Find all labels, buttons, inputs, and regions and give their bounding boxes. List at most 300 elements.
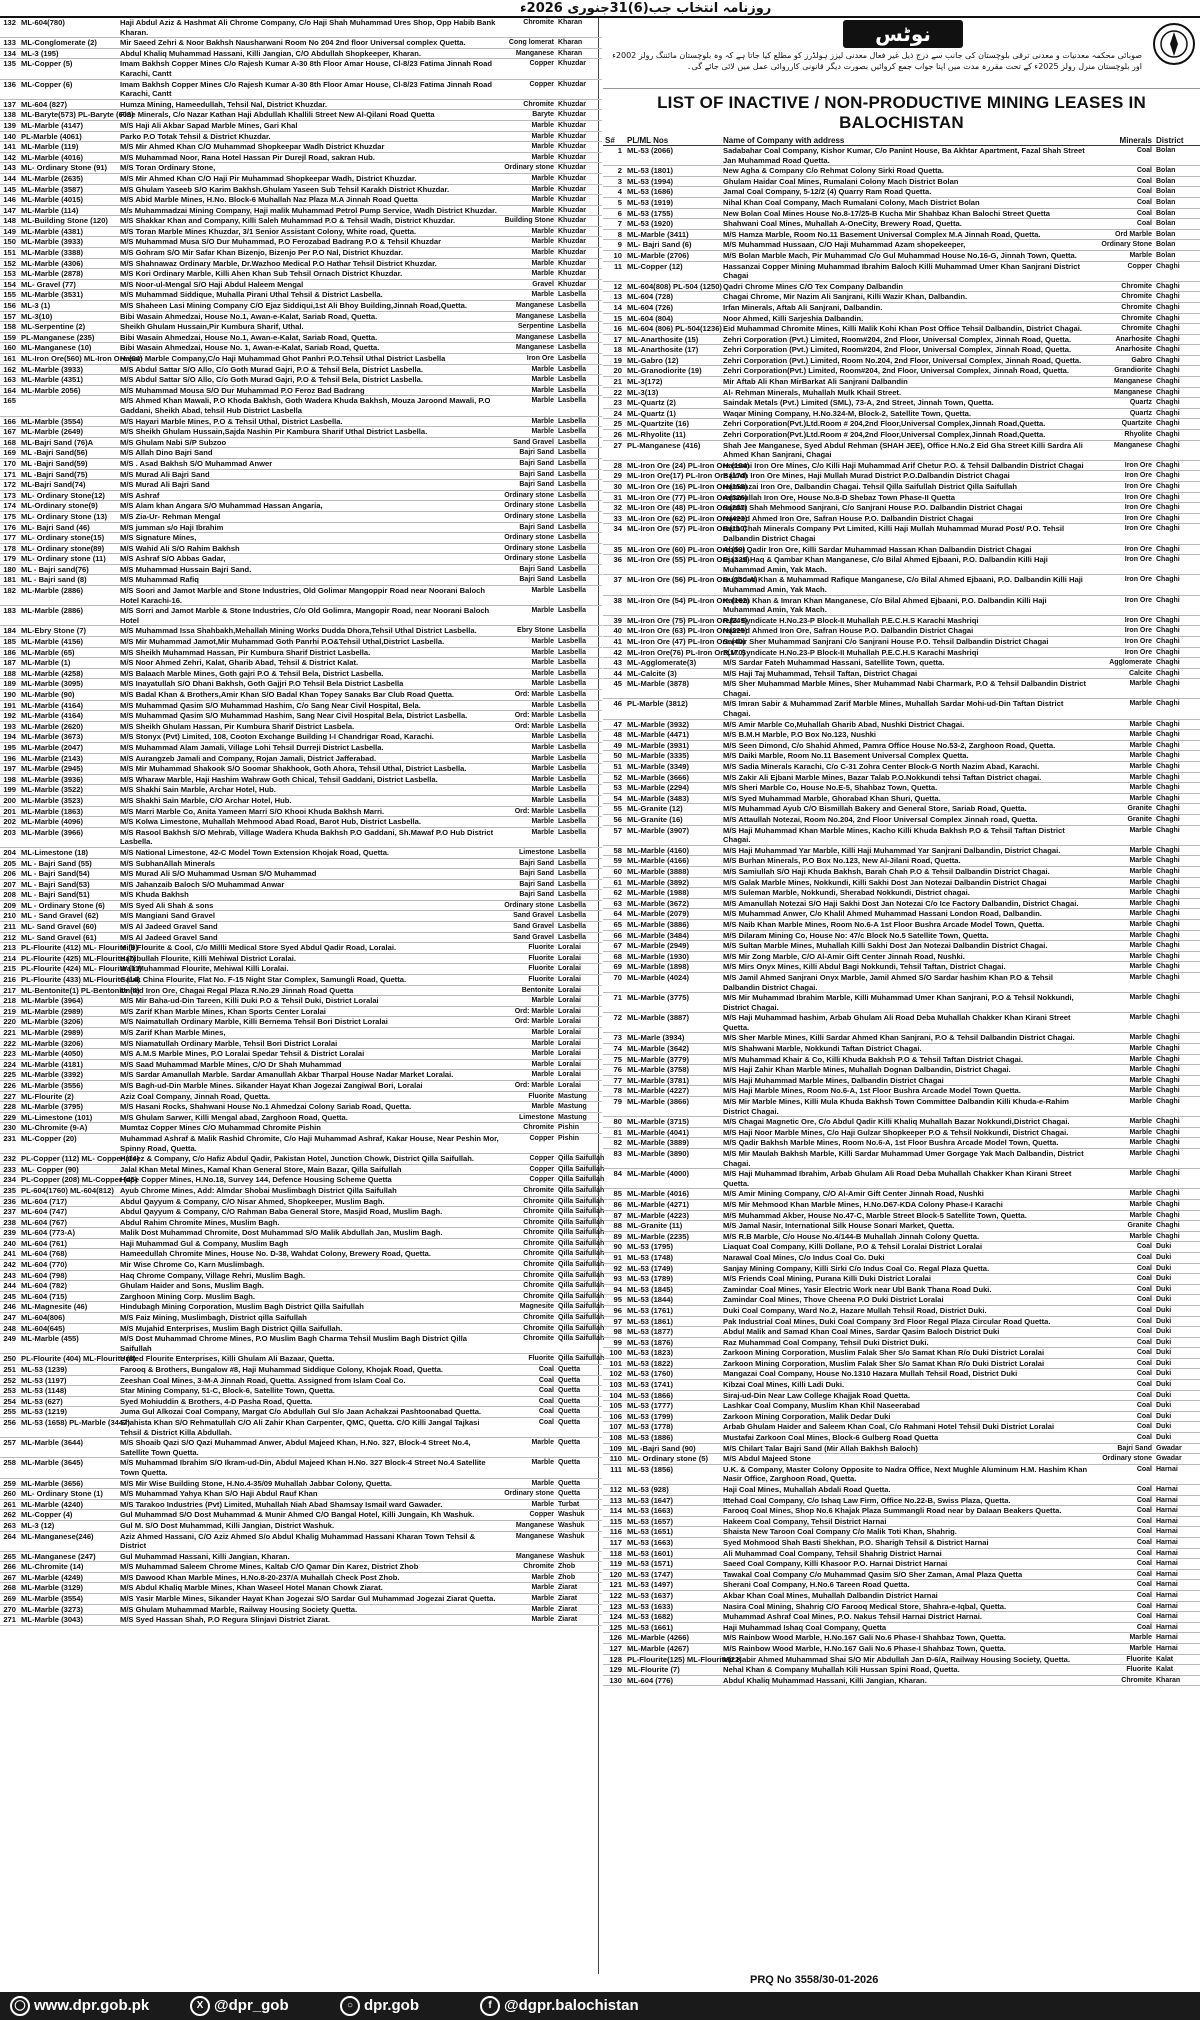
district: Chaghi — [1154, 658, 1200, 669]
license-number: ML-604 (726) — [625, 302, 721, 313]
license-number: ML - Bajri Sand(51) — [19, 890, 118, 901]
table-row — [603, 1612, 1200, 1623]
district: Lasbella — [556, 511, 602, 522]
row-number: 217 — [0, 985, 19, 996]
mineral: Marble — [502, 269, 556, 280]
license-number: ML-Marble (1) — [19, 658, 118, 669]
table-row — [603, 699, 1200, 719]
company-address: M/S Haji Taj Muhammad, Tehsil Taftan, District Chagai — [721, 668, 1090, 679]
table-row — [0, 290, 602, 301]
row-number: 228 — [0, 1102, 19, 1113]
district: Qilla Saifullah — [556, 1249, 602, 1260]
table-row — [0, 564, 602, 575]
district: Khuzdar — [556, 142, 602, 153]
district: Chaghi — [1154, 1075, 1200, 1086]
row-number: 269 — [0, 1594, 19, 1605]
table-row — [0, 258, 602, 269]
license-number: ML-53 (1637) — [625, 1590, 721, 1601]
company-address: Tawakal Coal Company C/o Muhammad Qasim S/O Sher Zaman, Amal Plaza Quetta — [721, 1569, 1090, 1580]
district: Duki — [1154, 1284, 1200, 1295]
footer-band — [0, 1992, 1200, 2020]
license-number: ML-53 (1795) — [625, 1242, 721, 1253]
district: Harnai — [1154, 1516, 1200, 1527]
mineral: Coal — [1090, 1506, 1154, 1517]
table-row — [0, 975, 602, 986]
district: Loralai — [556, 1049, 602, 1060]
district: Khuzdar — [556, 248, 602, 259]
row-number: 195 — [0, 742, 19, 753]
table-row — [0, 1396, 602, 1407]
table-row — [603, 240, 1200, 251]
license-number: ML-Marble (2989) — [19, 1028, 118, 1039]
table-row — [0, 996, 602, 1007]
district: Chaghi — [1154, 345, 1200, 356]
mineral: Chromite — [502, 1323, 556, 1334]
table-row — [0, 279, 602, 290]
row-number: 229 — [0, 1112, 19, 1123]
mineral: Bajri Sand — [502, 469, 556, 480]
district: Harnai — [1154, 1590, 1200, 1601]
table-row — [0, 1583, 602, 1594]
row-number: 51 — [603, 762, 625, 773]
company-address: M/S Al Jadeed Gravel Sand — [118, 922, 502, 933]
district: Loralai — [556, 1028, 602, 1039]
mineral: Marble — [1090, 762, 1154, 773]
mineral: Coal — [1090, 1537, 1154, 1548]
row-number: 252 — [0, 1375, 19, 1386]
table-row — [0, 1207, 602, 1218]
company-address: M/S Signature Mines, — [118, 533, 502, 544]
company-address: M/S Kori Ordinary Marble, Killi Ahen Khan Sub Tehsil Ornach District Khuzdar. — [118, 269, 502, 280]
table-row — [603, 524, 1200, 544]
table-row — [603, 930, 1200, 941]
row-number: 150 — [0, 237, 19, 248]
table-row — [0, 343, 602, 354]
table-row — [603, 919, 1200, 930]
mineral: Marble — [502, 1615, 556, 1626]
district: Chaghi — [1154, 1086, 1200, 1097]
license-number: ML-53 (1633) — [625, 1601, 721, 1612]
company-address: M/S Rainbow Wood Marble, H.No.167 Gali No.6 Phase-I Shahbaz Town, Quetta. — [721, 1643, 1090, 1654]
license-number: ML - Bajri Sand(54) — [19, 869, 118, 880]
license-number: ML-53 (2066) — [625, 146, 721, 166]
mineral: Fluorite — [1090, 1654, 1154, 1665]
license-number: ML-604 (728) — [625, 292, 721, 303]
table-row — [0, 354, 602, 365]
company-address: M/S Muhammad Anwer, C/o Khalil Ahmed Muhammad Hassani London Road, Dalbandin. — [721, 909, 1090, 920]
district: Zhob — [556, 1572, 602, 1583]
company-address: M/S Inayatullah S/O Dhani Bakhsh, Goth Gajjri P.O Tehsil Bela District Lasbella — [118, 679, 502, 690]
license-number: ML- Ordinary Stone (1) — [19, 1489, 118, 1500]
district: Khuzdar — [556, 184, 602, 195]
company-address: Amanullah Iron Ore, House No.8-D Shebaz Town Phase-II Quetta — [721, 492, 1090, 503]
mineral: Marble — [502, 700, 556, 711]
mineral: Bajri Sand — [502, 890, 556, 901]
table-row — [603, 555, 1200, 575]
company-address: Hameedullah Chromite Mines, House No. D-38, Wahdat Colony, Brewery Road, Quetta. — [118, 1249, 502, 1260]
table-row — [0, 1510, 602, 1521]
company-address: M/S Naimatullah Ordinary Marble, Killi Bernema Tehsil Bori District Loralai — [118, 1017, 502, 1028]
company-address: Ittehad Coal Company, C/o Ishaq Law Firm, Office No.22-B, Swiss Plaza, Quetta. — [721, 1495, 1090, 1506]
row-number: 210 — [0, 911, 19, 922]
row-number: 172 — [0, 480, 19, 491]
mineral: Marble — [502, 375, 556, 386]
district: Loralai — [556, 1006, 602, 1017]
license-number: ML-Quartz (1) — [625, 408, 721, 419]
row-number: 138 — [0, 110, 19, 121]
license-number: ML-Marble (3523) — [19, 795, 118, 806]
mineral: Marble — [1090, 1138, 1154, 1149]
row-number: 182 — [0, 586, 19, 606]
table-row — [603, 730, 1200, 741]
license-number: ML-53 (1876) — [625, 1337, 721, 1348]
row-number: 188 — [0, 668, 19, 679]
company-address: Sardar Shah Mehmood Sanjrani, C/o Sanjrani House P.O. Dalbandin District Chagai — [721, 503, 1090, 514]
table-row — [0, 1334, 602, 1354]
license-number: ML-Bajri Sand (76)A — [19, 437, 118, 448]
row-number: 133 — [0, 38, 19, 49]
row-number: 191 — [0, 700, 19, 711]
table-row — [0, 1059, 602, 1070]
company-address: Nehal Khan & Company Muhallah Kili Hussan Spini Road, Quetta. — [721, 1665, 1090, 1676]
license-number: ML-Marble (3933) — [19, 364, 118, 375]
district: Lasbella — [556, 501, 602, 512]
district: Chaghi — [1154, 636, 1200, 647]
company-address: M/S Syed Muhammad Marble, Ghorabad Khan Shuri, Quetta. — [721, 793, 1090, 804]
district: Chaghi — [1154, 679, 1200, 699]
district: Mastung — [556, 1102, 602, 1113]
license-number: ML-Iron Ore (16) PL-Iron Ore(158) — [627, 482, 748, 491]
license-number: ML- Ordinary Stone (13) — [19, 511, 118, 522]
company-address: R.M. Syndicate H.No.23-P Block-II Muhallah P.E.C.H.S Karachi Mashriqi — [721, 615, 1090, 626]
company-address: M/S Dawood Khan Marble Mines, H.No.8-20-237/A Muhallah Check Post Zhob. — [118, 1572, 502, 1583]
district: Chaghi — [1154, 334, 1200, 345]
district: Lasbella — [556, 847, 602, 858]
table-row — [0, 1070, 602, 1081]
district: Chaghi — [1154, 408, 1200, 419]
license-number: ML-53 (1755) — [625, 208, 721, 219]
license-number: ML-Marble (3932) — [625, 719, 721, 730]
company-address: New Bolan Coal Mines House No.8-17/25-B Kucha Mir Shahbaz Khan Balochi Street Quetta — [721, 208, 1090, 219]
row-number: 33 — [603, 513, 625, 524]
license-number: ML-Iron Ore (48) PL-Iron Ore(287) — [627, 503, 748, 513]
mineral: Manganese — [1090, 377, 1154, 388]
district: Lasbella — [556, 668, 602, 679]
license-number: ML-53 (1877) — [625, 1327, 721, 1338]
district: Chaghi — [1154, 575, 1200, 595]
footer-link-facebook[interactable]: f @dgpr.balochistan — [480, 1996, 639, 2016]
license-number: ML-Marble (4050) — [19, 1049, 118, 1060]
table-row — [603, 877, 1200, 888]
license-number: ML-Manganese (10) — [19, 343, 118, 354]
table-row — [603, 804, 1200, 815]
district: Washuk — [556, 1551, 602, 1562]
mineral: Marble — [1090, 740, 1154, 751]
row-number: 134 — [0, 48, 19, 59]
company-address: Gul Muhammad S/O Dost Muhammad & Munir Ahmed C/O Bangal Hotel, Killi Jungain, Kh Washuk. — [118, 1510, 502, 1521]
row-number: 183 — [0, 606, 19, 626]
row-number: 221 — [0, 1028, 19, 1039]
license-number: PL-Copper (208) ML-Copper (45) — [21, 1175, 138, 1185]
district: Harnai — [1154, 1580, 1200, 1591]
license-number: ML-Iron Ore (54) PL-Iron Ore (162) — [625, 595, 721, 615]
row-number: 22 — [603, 387, 625, 398]
table-row — [0, 1615, 602, 1626]
license-number: ML-Copper (20) — [19, 1133, 118, 1153]
mineral: Gravel — [502, 279, 556, 290]
company-address: Abdul Rahim Chromite Mines, Muslim Bagh. — [118, 1217, 502, 1228]
table-row — [0, 205, 602, 216]
district: Lasbella — [556, 364, 602, 375]
right-column — [603, 18, 1200, 1974]
license-number: ML-Marble (3483) — [625, 793, 721, 804]
license-number: ML-Marble (4016) — [19, 152, 118, 163]
footer-link-instagram[interactable]: ○ dpr.gob — [340, 1996, 419, 2016]
license-number: ML-53 (1778) — [625, 1422, 721, 1433]
company-address: Parko P.O Totak Tehsil & District Khuzdar. — [118, 131, 502, 142]
table-row — [0, 38, 602, 49]
license-number: ML-Marble (90) — [19, 690, 118, 701]
license-number: ML-Iron Ore(76) PL-Iron Ore(170) — [627, 647, 746, 657]
row-number: 115 — [603, 1516, 625, 1527]
district: Quetta — [556, 1365, 602, 1376]
district: Chaghi — [1154, 595, 1200, 615]
row-number: 264 — [0, 1531, 19, 1551]
footer — [0, 1974, 1200, 2020]
row-number: 125 — [603, 1622, 625, 1633]
district: Washuk — [556, 1531, 602, 1551]
district: Khuzdar — [556, 269, 602, 280]
row-number: 95 — [603, 1295, 625, 1306]
table-row — [0, 1038, 602, 1049]
license-number: ML-Anarthosite (15) — [625, 334, 721, 345]
company-address: Bibi Wasain Ahmedzai, House No. 1, Awan-e-Kalat, Sariab Road, Quetta. — [118, 343, 502, 354]
district: Harnai — [1154, 1506, 1200, 1517]
company-address: M/S Shaheen Lasi Mining Company C/O Ejaz Siddiqui,1st Ali Bhoy Building,Jinnah Road,Quetta. — [118, 301, 502, 312]
table-row — [0, 1281, 602, 1292]
mineral: Manganese — [1090, 440, 1154, 460]
district: Chaghi — [1154, 1013, 1200, 1033]
company-address: Mumtaz Copper Mines C/O Muhammad Chromite Pishin — [118, 1123, 502, 1134]
license-number: ML-Marble (3531) — [19, 290, 118, 301]
company-address: M/S Zia-Ur- Rehman Mengal — [118, 511, 502, 522]
row-number: 35 — [603, 544, 625, 555]
company-address: M/S Ghulam Yaseeb S/O Karim Bakhsh.Ghulam Yaseen Sub Tehsil Karakh District Khuzdar. — [118, 184, 502, 195]
company-address: M/S Niamatullah Ordinary Marble, Tehsil Bori District Loralai — [118, 1038, 502, 1049]
mineral: Marble — [1090, 1033, 1154, 1044]
row-number: 77 — [603, 1075, 625, 1086]
company-address: M/S Muhammad Qasim S/O Muhammad Hashim, C/o Sang Near Civil Hospital, Bela. — [118, 700, 502, 711]
footer-link-twitter[interactable]: X @dpr_gob — [190, 1996, 289, 2016]
table-row — [0, 79, 602, 99]
district: Quetta — [556, 1458, 602, 1478]
district: Lasbella — [556, 448, 602, 459]
company-address: M/S Muhammad Hussain Bajri Sand. — [118, 564, 502, 575]
company-address: M/S Muhammad Qasim S/O Muhammad Hashim, Sang Near Civil Hospital Bela, District Lasbella. — [118, 711, 502, 722]
license-number: ML- Ordinary stone (5) — [625, 1454, 721, 1465]
mineral: Marble — [502, 996, 556, 1007]
company-address: Sherani Coal Company, H.No.6 Tareen Road Quetta. — [721, 1580, 1090, 1591]
license-number: PL-Copper (112) ML- Copper (14) — [21, 1154, 140, 1164]
mineral: Coal — [1090, 1327, 1154, 1338]
mineral: Chromite — [502, 1207, 556, 1218]
mineral: Marble — [1090, 962, 1154, 973]
mineral: Marble — [1090, 250, 1154, 261]
table-row — [603, 636, 1200, 647]
mineral: Marble — [502, 1604, 556, 1615]
row-number: 142 — [0, 152, 19, 163]
mineral: Marble — [502, 817, 556, 828]
row-number: 181 — [0, 575, 19, 586]
district: Chaghi — [1154, 804, 1200, 815]
table-row — [0, 575, 602, 586]
row-number: 197 — [0, 764, 19, 775]
district: Khuzdar — [556, 79, 602, 99]
license-number: ML-Flourite (2) — [19, 1091, 118, 1102]
row-number: 81 — [603, 1127, 625, 1138]
district: Chaghi — [1154, 1044, 1200, 1055]
company-address: M/S Mir Marble Mines, Killi Mula Khuda Bakhsh Town Committee Dalbandin Killi Khuda-e-Rahim District Chagai. — [721, 1097, 1090, 1117]
license-number: ML-604 (747) — [19, 1207, 118, 1218]
row-number: 212 — [0, 932, 19, 943]
company-address: M/S Muhammad Saleem Chrome Mines, Kaltab C/O Qamar Din Karez, District Zhob — [118, 1562, 502, 1573]
table-row — [603, 1548, 1200, 1559]
company-address: M/S Muhammad Noor, Rana Hotel Hassan Pir Durejl Road, sakran Hub. — [118, 152, 502, 163]
company-address: Haji Abdul Aziz & Hashmat Ali Chrome Company, C/o Haji Shah Muhammad Ures Shop, Opp Habib Bank Kharan. — [118, 18, 502, 38]
license-number: ML-Iron Ore (77) PL-Iron Ore(326) — [627, 492, 748, 502]
license-number: ML-3(10) — [19, 311, 118, 322]
mineral: Anarhosite — [1090, 345, 1154, 356]
company-address: M/S Sheikh Muhammad Hassan, Pir Kumbura Sharif District Lasbella. — [118, 647, 502, 658]
mineral: Marble — [502, 606, 556, 626]
row-number: 190 — [0, 690, 19, 701]
company-address: M/S Jamil Ahmed Sanjrani Onyx Marble, Jamil Ahmed S/O Sardar hashim Khan P.O & Tehsil Dalbandin District Chagai. — [721, 972, 1090, 992]
license-number: ML- Sand Gravel (60) — [19, 922, 118, 933]
table-row — [0, 1386, 602, 1397]
mineral: Limestone — [502, 1112, 556, 1123]
district: Chaghi — [1154, 772, 1200, 783]
company-address: Abdul Qayyum & Company, C/O Rahman Baba General Store, Masjid Road, Muslim Bagh. — [118, 1207, 502, 1218]
footer-link-website[interactable]: ◯ www.dpr.gob.pk — [10, 1996, 149, 2016]
license-number: ML-604 (717) — [19, 1196, 118, 1207]
table-row — [603, 1401, 1200, 1412]
table-row — [0, 269, 602, 280]
mineral: Coal — [1090, 1316, 1154, 1327]
row-number: 82 — [603, 1138, 625, 1149]
table-row — [0, 448, 602, 459]
row-number: 198 — [0, 774, 19, 785]
table-row — [603, 313, 1200, 324]
table-row — [603, 751, 1200, 762]
district: Qilla Saifullah — [556, 1185, 602, 1196]
license-number: ML-3 (12) — [19, 1520, 118, 1531]
mineral: Marble — [502, 1594, 556, 1605]
mineral: Coal — [1090, 1305, 1154, 1316]
row-number: 260 — [0, 1489, 19, 1500]
row-number: 185 — [0, 637, 19, 648]
mineral: Marble — [1090, 1013, 1154, 1033]
district: Lasbella — [556, 922, 602, 933]
company-address: M/S Imran Sabir & Muhammad Zarif Marble Mines, Muhallah Sardar Mohi-ud-Din Taftan District Chagai. — [721, 699, 1090, 719]
company-address: M/S Galak Marble Mines, Nokkundi, Killi Sakhi Dost Jan Notezai Dalbandin District Chagai — [721, 877, 1090, 888]
district: Lasbella — [556, 753, 602, 764]
company-address: M/S Daiki Marble, Room No.11 Basement Universal Complex Quetta. — [721, 751, 1090, 762]
company-address: Imam Bakhsh Copper Mines C/o Rajesh Kumar A-30 8th Floor Amar House, Cl-8/23 Fatima Jinnah Road Karachi, Cantt — [118, 59, 502, 79]
company-address: M/S Suleman Marble, Nokkundi, Sherabad Nokkundi, District chagai. — [721, 888, 1090, 899]
mineral: Rhyolite — [1090, 430, 1154, 441]
company-address: Narawal Coal Mines, C/o Indus Coal Co. Duki — [721, 1252, 1090, 1263]
row-number: 56 — [603, 815, 625, 826]
company-address: Jamal Coal Company, 5-12/2 (4) Quarry Ram Road Quetta. — [721, 187, 1090, 198]
district: Chaghi — [1154, 951, 1200, 962]
mineral: Marble — [1090, 898, 1154, 909]
license-number: ML-Marble (2079) — [625, 909, 721, 920]
mineral: Coal — [1090, 1495, 1154, 1506]
district: Chaghi — [1154, 398, 1200, 409]
company-address: M/S B.M.H Marble, P.O Box No.123, Nushki — [721, 730, 1090, 741]
district: Harnai — [1154, 1601, 1200, 1612]
mineral: Marble — [1090, 1054, 1154, 1065]
table-row — [603, 783, 1200, 794]
district: Chaghi — [1154, 503, 1200, 514]
row-number: 79 — [603, 1097, 625, 1117]
company-address: M/S Toran Ordinary Stone, — [118, 163, 502, 174]
paper-date: روزنامہ انتخاب جب(6)31جنوری 2026ء — [520, 1, 772, 16]
mineral: Chromite — [1090, 324, 1154, 335]
table-row — [603, 1337, 1200, 1348]
district: Chaghi — [1154, 1210, 1200, 1221]
district: Chaghi — [1154, 302, 1200, 313]
company-address: M/S Muhammad Yahya Khan S/O Haji Abdul Rauf Khan — [118, 1489, 502, 1500]
mineral: Coal — [1090, 1422, 1154, 1433]
license-number: ML-Marble (3781) — [625, 1075, 721, 1086]
row-number: 232 — [0, 1154, 19, 1165]
district: Qilla Saifullah — [556, 1281, 602, 1292]
company-address: Siraj-ud-Din Near Law College Khajjak Road Quetta. — [721, 1390, 1090, 1401]
company-address: M/S National Limestone, 42-C Model Town Extension Khojak Road, Quetta. — [118, 847, 502, 858]
table-row — [603, 281, 1200, 292]
row-number: 3 — [603, 176, 625, 187]
license-number: ML-Marble (3095) — [19, 679, 118, 690]
district: Mastung — [556, 1112, 602, 1123]
company-address: M/S Shahwani Marble, Nokkundi Taftan District Chagai. — [721, 1044, 1090, 1055]
mineral: Marble — [1090, 930, 1154, 941]
row-number: 43 — [603, 658, 625, 669]
table-row — [603, 647, 1200, 658]
company-address: Sanjay Mining Company, Killi Sirki C/o Indus Coal Co. Regal Plaza Quetta. — [721, 1263, 1090, 1274]
mineral: Bajri Sand — [502, 879, 556, 890]
license-number: ML-Marble (2878) — [19, 269, 118, 280]
license-number: ML-Marble (2989) — [19, 1006, 118, 1017]
license-number: ML-Marble (3666) — [625, 772, 721, 783]
district: Loralai — [556, 964, 602, 975]
table-row — [0, 1562, 602, 1573]
row-number: 146 — [0, 195, 19, 206]
table-row — [0, 18, 602, 38]
row-number: 193 — [0, 721, 19, 732]
company-address: Ejaz-ul-Haq & Qambar Khan Manganese, C/o Bilal Ahmed Ejbaani, P.O. Dalbandin Killi Haji Muhammad Amin, Yak Mach. — [721, 555, 1090, 575]
company-address: M/S Sher Muhammad Marble Mines, Sher Muhammad Nabi Charmark, P.O & Tehsil Dalbandin District Chagai. — [721, 679, 1090, 699]
table-row — [603, 1033, 1200, 1044]
row-number: 244 — [0, 1281, 19, 1292]
district: Bolan — [1154, 146, 1200, 166]
company-address: Hope Copper Mines, H.No.18, Survey 144, Defence Housing Scheme Quetta — [118, 1175, 502, 1186]
district: Khuzdar — [556, 237, 602, 248]
mineral: Iron Ore — [1090, 513, 1154, 524]
mineral: Bajri Sand — [502, 458, 556, 469]
license-number: ML -Bajri Sand(59) — [19, 458, 118, 469]
license-number: ML-53 (1651) — [625, 1527, 721, 1538]
